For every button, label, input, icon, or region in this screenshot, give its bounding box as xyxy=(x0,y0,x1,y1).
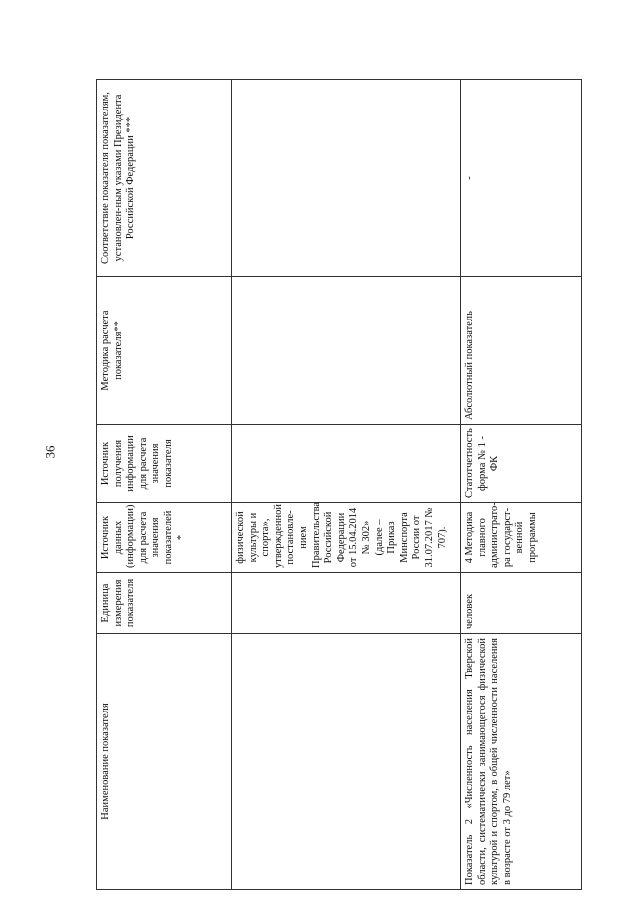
indicator-table xyxy=(96,79,582,890)
header-method: Методика расчета показателя** xyxy=(97,277,232,425)
row2-info-source-cell: Статотчетность форма № 1 - ФК xyxy=(461,425,582,503)
table-row xyxy=(461,80,582,890)
rotated-page xyxy=(96,80,582,890)
row1-info-source-cell xyxy=(232,425,461,503)
row1-name-cell xyxy=(232,634,461,890)
page-number: 36 xyxy=(42,445,58,459)
row1-method-cell xyxy=(232,277,461,425)
header-data-source: Источник данных (информации) для расчета значения показателей * xyxy=(97,503,232,573)
row2-unit-cell: человек xyxy=(461,573,582,634)
row1-compliance-cell xyxy=(232,80,461,277)
table-row xyxy=(232,80,461,890)
header-unit: Единица измерения показателя xyxy=(97,573,232,634)
header-name: Наименование показателя xyxy=(97,634,232,890)
row2-data-source-cell: 4 Методика главного администрато-ра государст-венной программы xyxy=(461,503,582,573)
row1-unit-cell xyxy=(232,573,461,634)
header-compliance: Соответствие показателя показателям, установлен-ным указами Президента Российской Федерации *** xyxy=(97,80,232,277)
row2-name-cell: Показатель 2 «Численность населения Тверской области, систематически занимающегося физической культурой и спортом, в общей численности населения в возрасте от 3 до 79 лет» xyxy=(461,634,582,890)
row2-method-cell: Абсолютный показатель xyxy=(461,277,582,425)
header-info-source: Источник получения информации для расчета значения показателя xyxy=(97,425,232,503)
table-header-row xyxy=(97,80,232,890)
row1-data-source-cell: физической культуры и спорта», утвержденной постановле-нием Правительства Российской Федерации от 15.04.2014 № 302» (далее – Приказ Минспорта России от 31.07.2017 № 707). xyxy=(232,503,461,573)
row2-compliance-cell: - xyxy=(461,80,582,277)
